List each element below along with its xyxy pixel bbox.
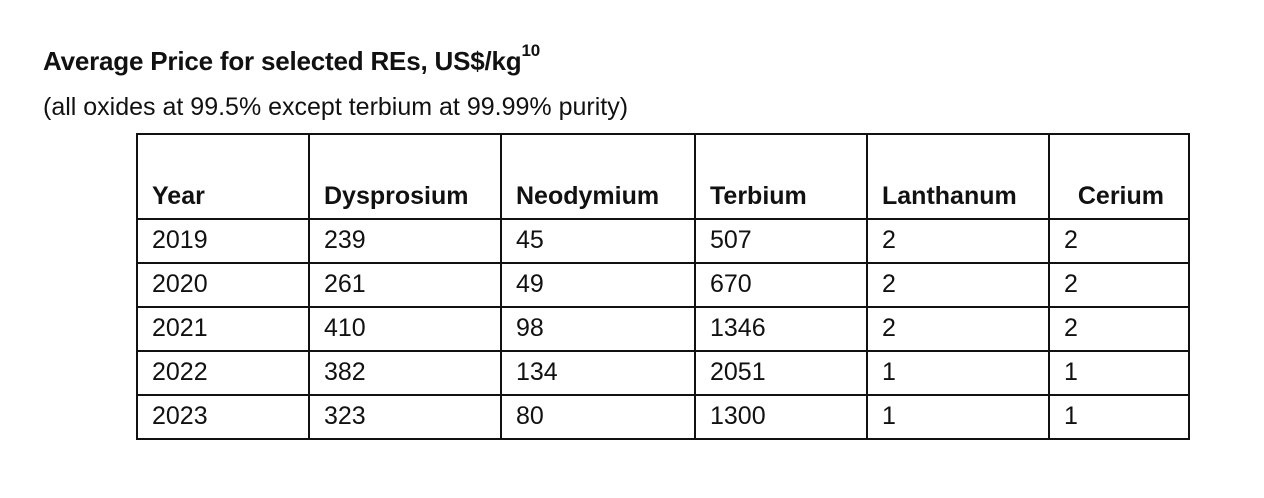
header-row xyxy=(137,134,1189,219)
cell-neodymium: 134 xyxy=(501,351,695,395)
cell-dysprosium: 239 xyxy=(309,219,501,263)
cell-terbium: 1300 xyxy=(695,395,867,439)
cell-lanthanum: 2 xyxy=(867,219,1049,263)
cell-cerium: 1 xyxy=(1049,395,1189,439)
title-text: Average Price for selected REs, US$/kg xyxy=(43,46,522,76)
cell-dysprosium: 323 xyxy=(309,395,501,439)
table-subtitle: (all oxides at 99.5% except terbium at 99.99% purity) xyxy=(43,93,629,121)
cell-terbium: 1346 xyxy=(695,307,867,351)
price-table xyxy=(136,133,1190,440)
cell-neodymium: 49 xyxy=(501,263,695,307)
cell-cerium: 1 xyxy=(1049,351,1189,395)
cell-cerium: 2 xyxy=(1049,307,1189,351)
cell-terbium: 2051 xyxy=(695,351,867,395)
cell-neodymium: 80 xyxy=(501,395,695,439)
cell-dysprosium: 261 xyxy=(309,263,501,307)
table-title xyxy=(43,41,540,77)
table-row xyxy=(137,351,1189,395)
cell-year: 2019 xyxy=(137,219,309,263)
cell-year: 2023 xyxy=(137,395,309,439)
cell-dysprosium: 382 xyxy=(309,351,501,395)
header-cerium: Cerium xyxy=(1049,134,1189,219)
header-lanthanum: Lanthanum xyxy=(867,134,1049,219)
table-row xyxy=(137,307,1189,351)
cell-dysprosium: 410 xyxy=(309,307,501,351)
header-neodymium: Neodymium xyxy=(501,134,695,219)
table-row xyxy=(137,263,1189,307)
footnote-marker: 10 xyxy=(521,41,540,61)
header-year: Year xyxy=(137,134,309,219)
cell-neodymium: 45 xyxy=(501,219,695,263)
table-row xyxy=(137,395,1189,439)
cell-neodymium: 98 xyxy=(501,307,695,351)
header-dysprosium: Dysprosium xyxy=(309,134,501,219)
cell-cerium: 2 xyxy=(1049,219,1189,263)
cell-lanthanum: 1 xyxy=(867,395,1049,439)
cell-cerium: 2 xyxy=(1049,263,1189,307)
cell-lanthanum: 1 xyxy=(867,351,1049,395)
cell-terbium: 507 xyxy=(695,219,867,263)
cell-year: 2022 xyxy=(137,351,309,395)
table-row xyxy=(137,219,1189,263)
cell-lanthanum: 2 xyxy=(867,307,1049,351)
header-terbium: Terbium xyxy=(695,134,867,219)
cell-lanthanum: 2 xyxy=(867,263,1049,307)
cell-year: 2021 xyxy=(137,307,309,351)
cell-terbium: 670 xyxy=(695,263,867,307)
cell-year: 2020 xyxy=(137,263,309,307)
